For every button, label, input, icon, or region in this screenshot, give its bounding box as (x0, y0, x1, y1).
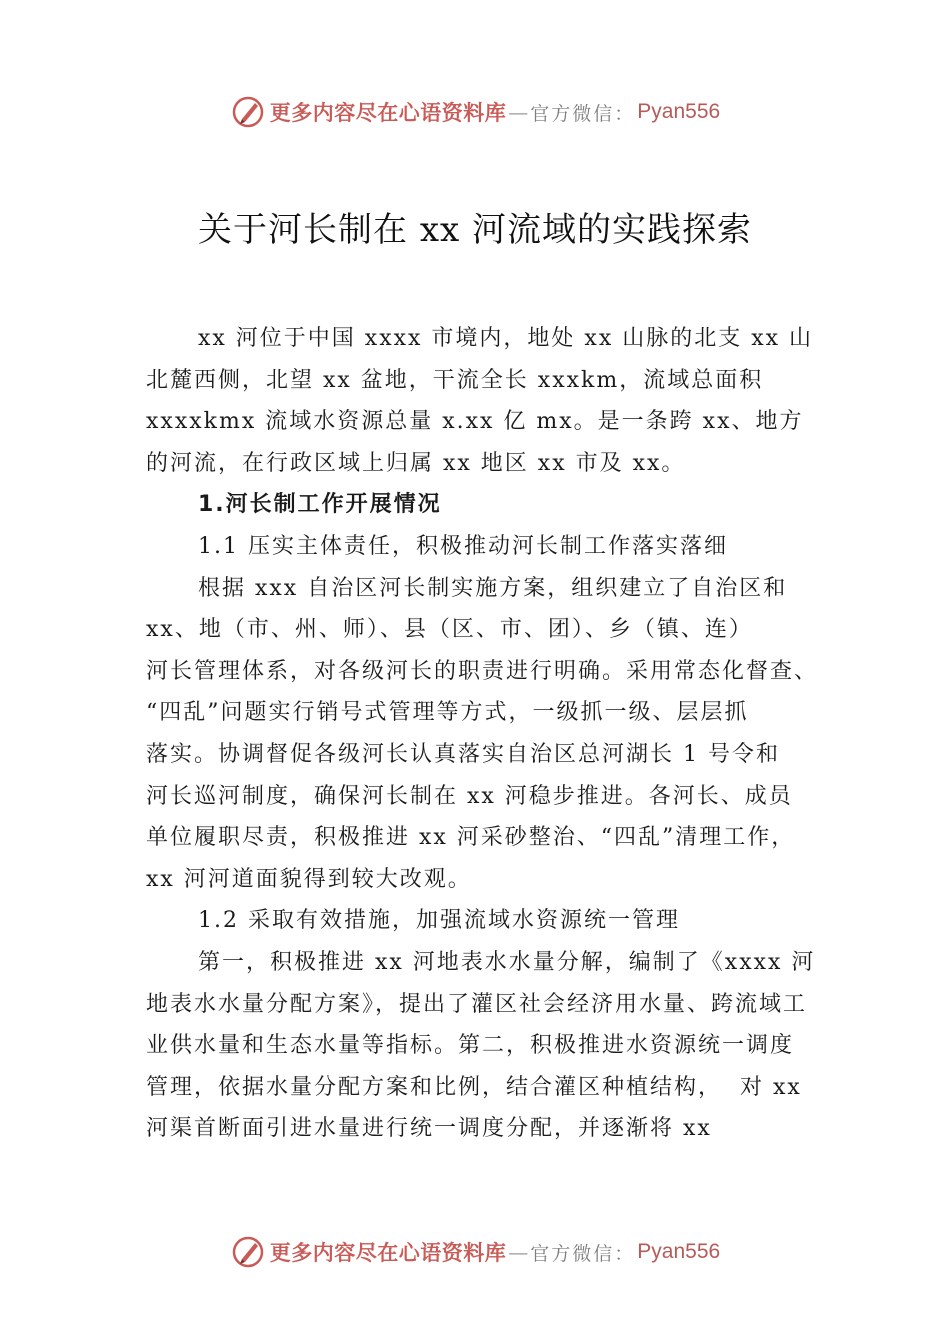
text-line: xxxxkmx 流域水资源总量 x.xx 亿 mx。是一条跨 xx、地方 (146, 409, 804, 435)
text-line: 落实。协调督促各级河长认真落实自治区总河湖长 1 号令和 (146, 741, 780, 767)
section-heading: 1.河长制工作开展情况 (198, 492, 442, 518)
footer-banner (0, 1232, 950, 1272)
text-line: xx、地（市、州、师）、县（区、市、团）、乡（镇、连） (146, 617, 753, 643)
banner-wechat-label: 官方微信： (530, 1242, 636, 1265)
pen-logo-icon (230, 1234, 266, 1270)
header-banner (0, 92, 950, 132)
subsection-heading: 1.2 采取有效措施，加强流域水资源统一管理 (198, 908, 680, 934)
intro-paragraph (146, 318, 814, 484)
section-1-1-paragraph (146, 568, 819, 901)
text-line: xx 河河道面貌得到较大改观。 (146, 866, 472, 892)
text-line: xx 河位于中国 xxxx 市境内，地处 xx 山脉的北支 xx 山 (198, 326, 814, 351)
text-line: 业供水量和生态水量等指标。第二，积极推进水资源统一调度 (146, 1033, 795, 1059)
banner-separator: — (508, 1240, 529, 1264)
text-line: 管理，依据水量分配方案和比例，结合灌区种植结构， 对 xx (146, 1074, 802, 1100)
text-line: 根据 xxx 自治区河长制实施方案，组织建立了自治区和 (198, 575, 788, 601)
pen-logo-icon (230, 94, 266, 130)
text-line: 单位履职尽责，积极推进 xx 河采砂整治、“四乱”清理工作， (146, 825, 796, 851)
text-line: 河长管理体系，对各级河长的职责进行明确。采用常态化督查、 (146, 658, 819, 684)
text-line: 河长巡河制度，确保河长制在 xx 河稳步推进。各河长、成员 (146, 783, 793, 809)
banner-separator: — (508, 100, 529, 124)
text-line: 河渠首断面引进水量进行统一调度分配，并逐渐将 xx (146, 1116, 712, 1142)
text-line: “四乱”问题实行销号式管理等方式，一级抓一级、层层抓 (146, 700, 749, 726)
banner-wechat-id: Pyan556 (637, 100, 721, 123)
document-title: 关于河长制在 xx 河流域的实践探索 (198, 210, 752, 250)
banner-wechat-label: 官方微信： (530, 102, 636, 125)
banner-wechat-id: Pyan556 (637, 1240, 721, 1263)
text-line: 的河流，在行政区域上归属 xx 地区 xx 市及 xx。 (146, 450, 686, 476)
document-body (146, 318, 819, 1150)
banner-brand-text: 更多内容尽在心语资料库 (269, 1240, 507, 1265)
text-line: 北麓西侧，北望 xx 盆地，干流全长 xxxkm，流域总面积 (146, 367, 764, 393)
text-line: 地表水水量分配方案》，提出了灌区社会经济用水量、跨流域工 (146, 991, 808, 1017)
banner-brand-text: 更多内容尽在心语资料库 (269, 100, 507, 125)
subsection-heading: 1.1 压实主体责任，积极推动河长制工作落实落细 (198, 533, 728, 559)
text-line: 第一，积极推进 xx 河地表水水量分解，编制了《xxxx 河 (198, 949, 816, 975)
section-1-2-paragraph (146, 942, 814, 1150)
